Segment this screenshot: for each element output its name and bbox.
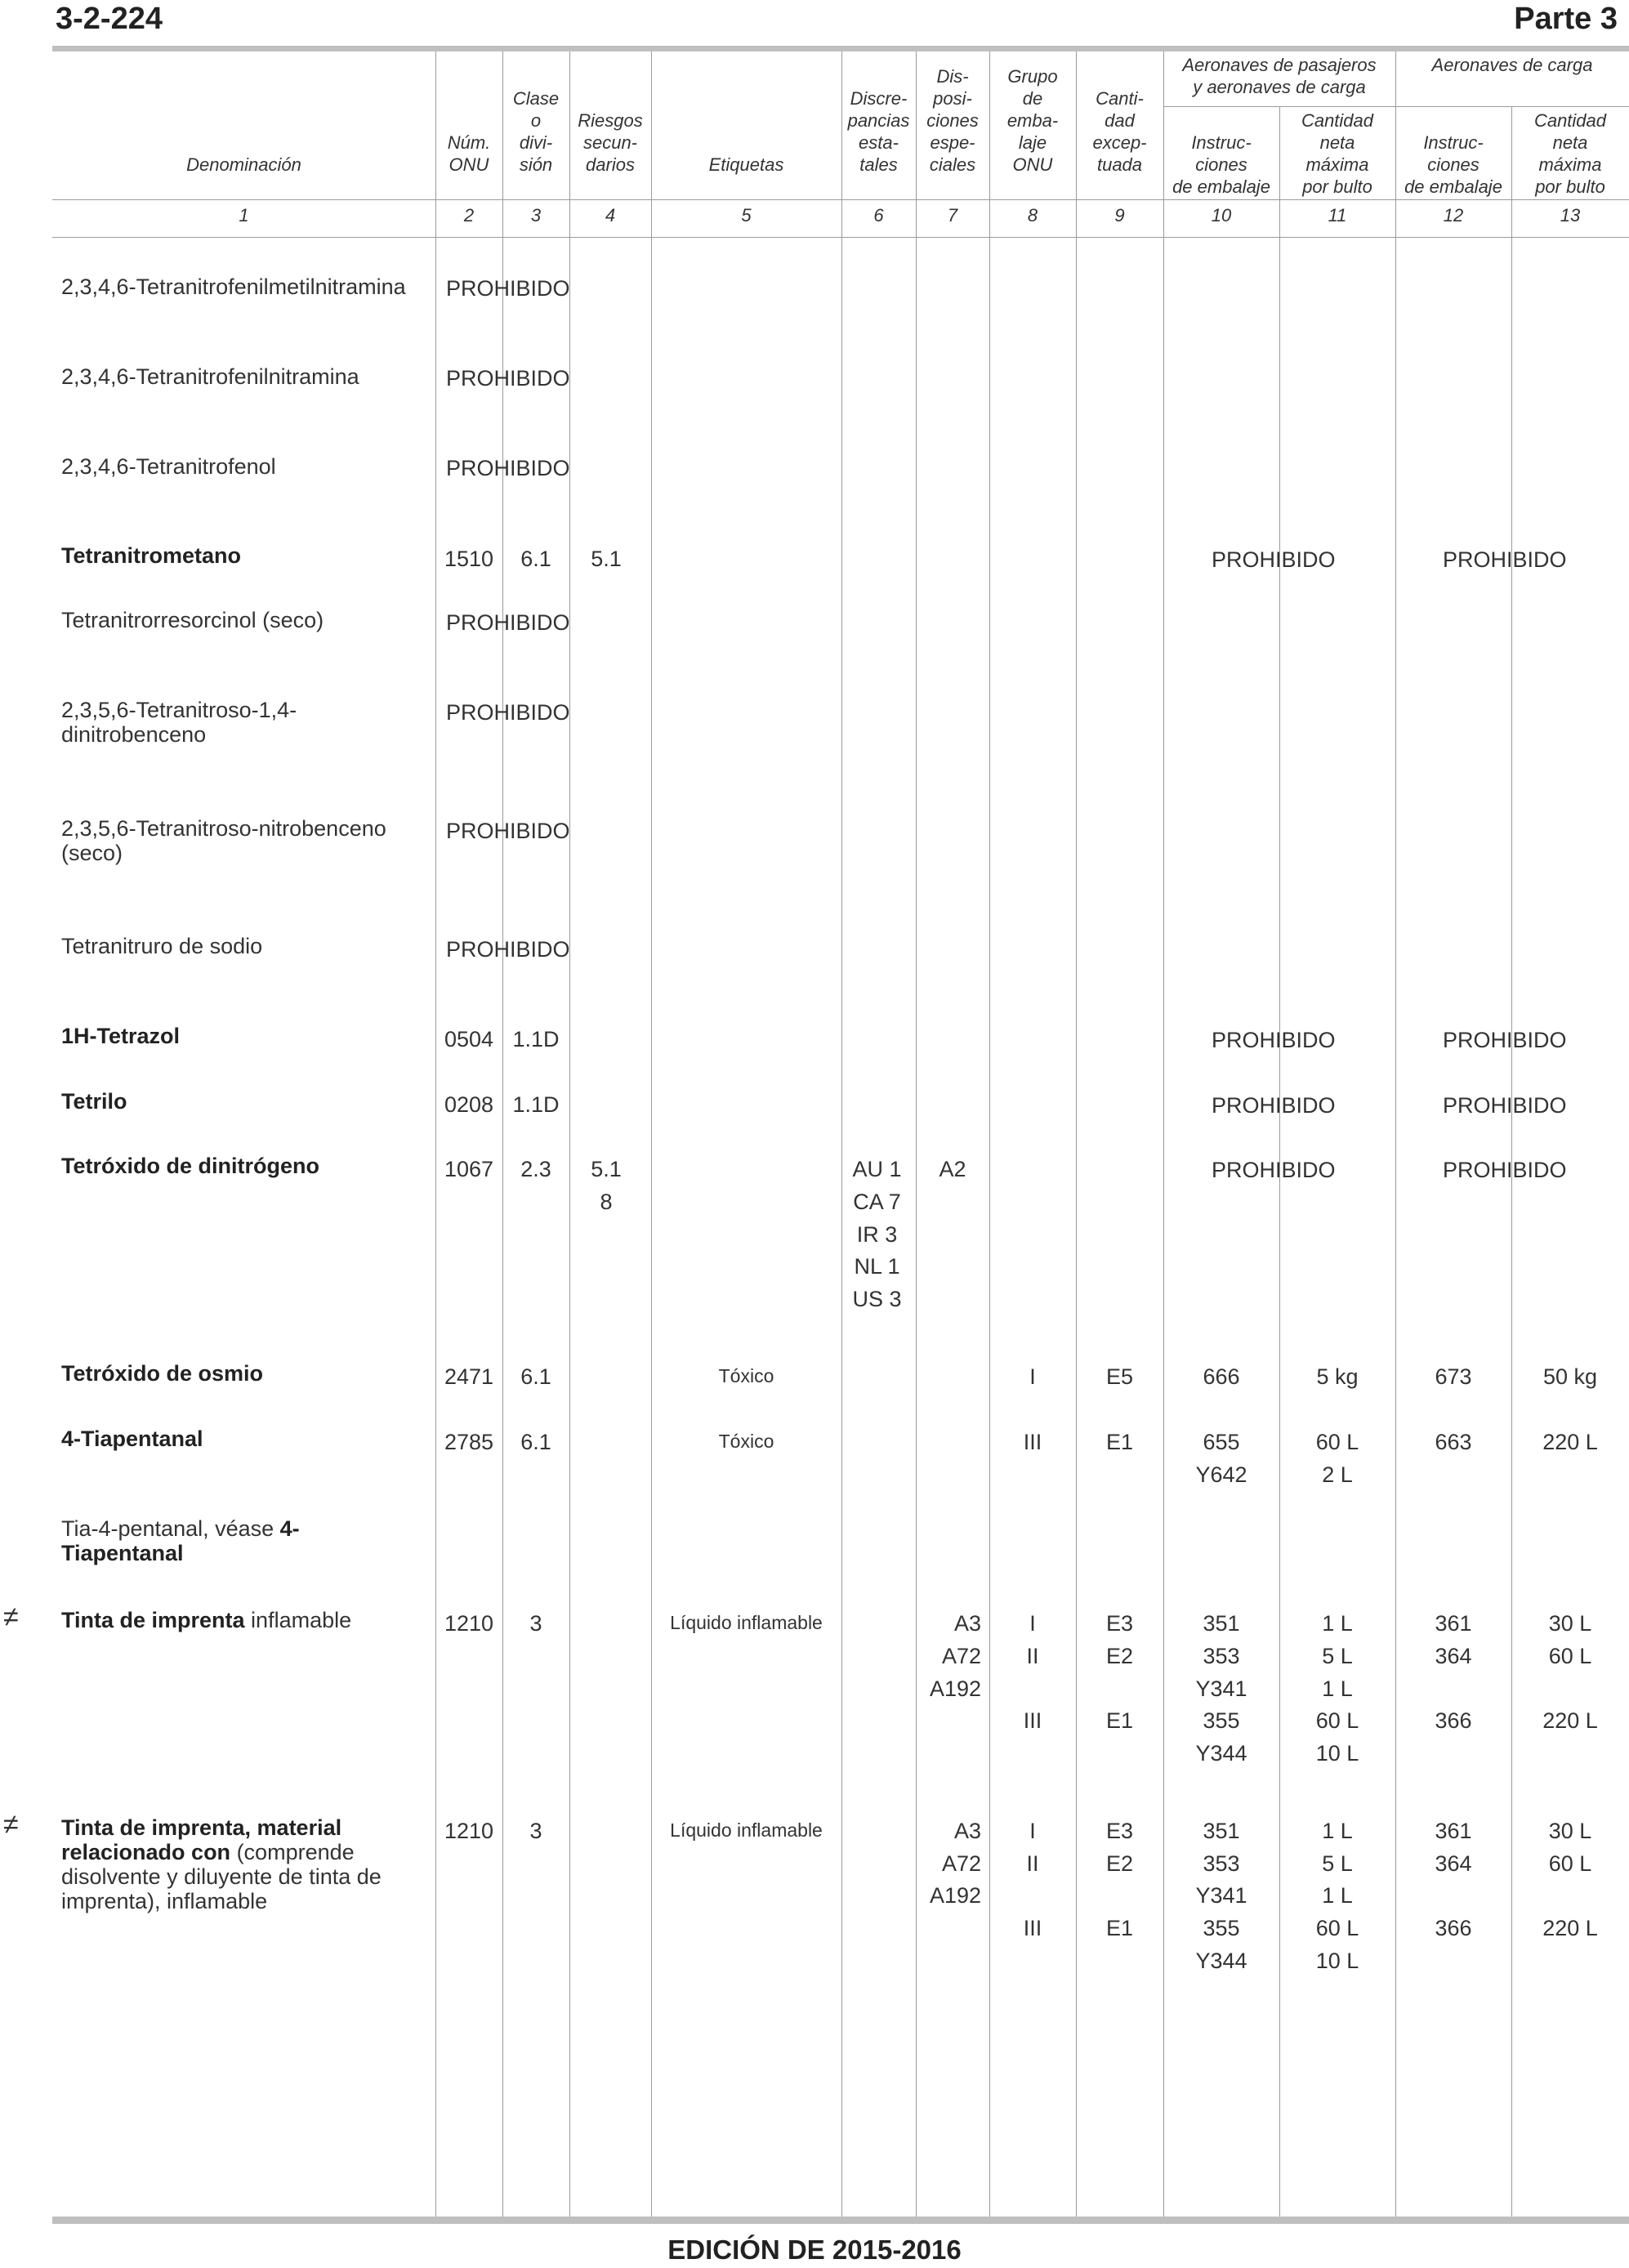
packing-group: II [1026,1644,1039,1668]
state-variation: NL 1 [854,1254,900,1279]
cargo-packing-instruction: 364 [1435,1644,1472,1668]
state-variation: CA 7 [853,1190,901,1214]
cargo-max-quantity: 60 L [1548,1644,1592,1668]
cargo-max-quantity: 220 L [1542,1708,1598,1733]
cargo-max-quantity: 30 L [1548,1611,1592,1636]
packing-group: I [1029,1611,1036,1636]
pax-max-quantity: 1 L [1322,1611,1353,1636]
pax-packing-instruction: 655 [1203,1430,1240,1454]
special-provision: A2 [939,1157,966,1181]
page-number: 3-2-224 [56,2,163,36]
row-name: 2,3,4,6-Tetranitrofenilmetilnitramina [61,275,406,299]
excepted-quantity: E1 [1105,1708,1134,1733]
packing-group: I [1029,1819,1036,1843]
pax-max-quantity: 2 L [1322,1462,1353,1487]
row-name: Tetranitrometano [61,543,242,568]
cross-reference-target: Tiapentanal [61,1541,184,1565]
pax-packing-instruction: Y642 [1195,1462,1247,1487]
prohibited-label: PROHIBIDO [446,276,570,301]
prohibited-label: PROHIBIDO [446,456,570,480]
prohibited-label: PROHIBIDO [446,937,570,962]
excepted-quantity: E2 [1105,1851,1134,1876]
class: 6.1 [520,1430,551,1454]
packing-group: III [1023,1430,1042,1454]
row-name: Tetróxido de osmio [61,1361,264,1386]
prohibited-label: PROHIBIDO [446,700,570,725]
class: 3 [529,1819,542,1843]
cargo-prohibited: PROHIBIDO [1443,1093,1567,1118]
un-number: 1210 [444,1611,494,1636]
pax-packing-instruction: Y344 [1195,1949,1247,1973]
row-name: 4-Tiapentanal [61,1426,203,1451]
row-name-line-2: dinitrobenceno [61,722,207,747]
un-number: 1210 [444,1819,494,1843]
header-pax-packing-instructions: Instruc- ciones de embalaje [1172,132,1270,197]
part-title: Parte 3 [1514,2,1618,36]
packing-group: III [1023,1708,1042,1733]
excepted-quantity: E3 [1105,1819,1134,1843]
cargo-max-quantity: 220 L [1542,1430,1598,1454]
un-number: 1067 [444,1157,494,1181]
class: 1.1D [512,1027,560,1051]
cargo-packing-instruction: 673 [1435,1364,1472,1389]
state-variation: IR 3 [856,1222,898,1247]
pax-max-quantity: 10 L [1315,1741,1359,1766]
header-packing-group: Grupo de emba- laje ONU [1006,66,1059,175]
subsidiary-risk: 8 [600,1190,613,1214]
header-cargo-max-quantity: Cantidad neta máxima por bulto [1533,110,1607,197]
row-name-line-1: Tinta de imprenta, material [61,1815,342,1840]
excepted-quantity: E1 [1105,1916,1134,1940]
cargo-max-quantity: 50 kg [1542,1364,1598,1389]
row-name: Tetróxido de dinitrógeno [61,1154,319,1178]
cargo-packing-instruction: 364 [1435,1851,1472,1876]
header-un-number: Núm. ONU [447,132,491,175]
pax-packing-instruction: 666 [1203,1364,1240,1389]
row-name: 1H-Tetrazol [61,1024,181,1048]
pax-max-quantity: 60 L [1315,1708,1359,1733]
pax-packing-instruction: 351 [1203,1819,1240,1843]
cargo-packing-instruction: 366 [1435,1916,1472,1940]
bottom-rule [52,2217,1629,2224]
hazard-label: Tóxico [718,1431,774,1452]
special-provision: A192 [929,1883,981,1908]
cargo-packing-instruction: 663 [1435,1430,1472,1454]
top-rule [52,46,1629,51]
row-name-line-2: relacionado con (comprende [61,1840,355,1864]
hazard-label: Líquido inflamable [670,1819,823,1841]
special-provision: A72 [941,1851,981,1876]
header-group-cargo: Aeronaves de carga [1431,55,1593,75]
class: 3 [529,1611,542,1636]
pax-max-quantity: 1 L [1322,1676,1353,1701]
cargo-packing-instruction: 366 [1435,1708,1472,1733]
special-provision: A192 [929,1676,981,1701]
pax-packing-instruction: 353 [1203,1851,1240,1876]
pax-max-quantity: 1 L [1322,1883,1353,1908]
class: 2.3 [520,1157,551,1181]
pax-prohibited: PROHIBIDO [1212,1028,1336,1052]
pax-packing-instruction: Y341 [1195,1883,1247,1908]
prohibited-label: PROHIBIDO [446,366,570,391]
cargo-prohibited: PROHIBIDO [1443,1158,1567,1182]
row-name: Tinta de imprenta inflamable [61,1608,352,1632]
pax-max-quantity: 60 L [1315,1916,1359,1940]
subsidiary-risk: 5.1 [591,547,622,571]
pax-packing-instruction: Y341 [1195,1676,1247,1701]
edition-footer: EDICIÓN DE 2015-2016 [667,2235,962,2265]
row-name: Tetranitruro de sodio [61,934,263,958]
cargo-packing-instruction: 361 [1435,1819,1472,1843]
un-number: 0504 [444,1027,494,1051]
row-name: Tetrilo [61,1089,127,1114]
pax-max-quantity: 5 L [1322,1644,1353,1668]
header-state-variations: Discre- pancias esta- tales [847,88,910,175]
class: 6.1 [520,1364,551,1389]
hazard-label: Líquido inflamable [670,1612,823,1633]
change-mark: ≠ [3,1809,19,1840]
pax-packing-instruction: 353 [1203,1644,1240,1668]
pax-packing-instruction: Y344 [1195,1741,1247,1766]
subsidiary-risk: 5.1 [591,1157,622,1181]
un-number: 2471 [444,1364,494,1389]
packing-group: III [1023,1916,1042,1940]
header-denominacion: Denominación [186,154,301,175]
cross-reference: Tia-4-pentanal, véase 4- [61,1516,300,1541]
packing-group: I [1029,1364,1036,1389]
pax-max-quantity: 60 L [1315,1430,1359,1454]
header-subsidiary-risks: Riesgos secun- darios [578,110,643,175]
cargo-prohibited: PROHIBIDO [1443,1028,1567,1052]
excepted-quantity: E5 [1105,1364,1134,1389]
state-variation: AU 1 [852,1157,902,1181]
row-name-line-1: 2,3,5,6-Tetranitroso-nitrobenceno [61,816,386,841]
special-provision: A3 [953,1611,981,1636]
class: 1.1D [512,1092,560,1117]
row-name-line-1: 2,3,5,6-Tetranitroso-1,4- [61,698,297,722]
packing-group: II [1026,1851,1039,1876]
pax-max-quantity: 1 L [1322,1819,1353,1843]
special-provision: A3 [953,1819,981,1843]
row-name: 2,3,4,6-Tetranitrofenol [61,454,276,479]
special-provision: A72 [941,1644,981,1668]
header-pax-max-quantity: Cantidad neta máxima por bulto [1301,110,1374,197]
cargo-max-quantity: 30 L [1548,1819,1592,1843]
row-name: 2,3,4,6-Tetranitrofenilnitramina [61,364,359,389]
pax-prohibited: PROHIBIDO [1212,1158,1336,1182]
pax-packing-instruction: 355 [1203,1708,1240,1733]
pax-max-quantity: 5 kg [1316,1364,1359,1389]
un-number: 1510 [444,547,494,571]
cargo-packing-instruction: 361 [1435,1611,1472,1636]
change-mark: ≠ [3,1601,19,1632]
class: 6.1 [520,547,551,571]
row-name-line-4: imprenta), inflamable [61,1889,268,1913]
prohibited-label: PROHIBIDO [446,819,570,843]
row-name-line-3: disolvente y diluyente de tinta de [61,1864,382,1889]
pax-packing-instruction: 351 [1203,1611,1240,1636]
pax-max-quantity: 10 L [1315,1949,1359,1973]
prohibited-label: PROHIBIDO [446,610,570,635]
header-class: Clase o divi- sión [512,88,560,175]
pax-max-quantity: 5 L [1322,1851,1353,1876]
un-number: 0208 [444,1092,494,1117]
header-special-provisions: Dis- posi- ciones espe- ciales [926,66,979,175]
hazard-label: Tóxico [718,1365,774,1386]
cargo-prohibited: PROHIBIDO [1443,547,1567,572]
excepted-quantity: E3 [1105,1611,1134,1636]
pax-prohibited: PROHIBIDO [1212,547,1336,572]
state-variation: US 3 [852,1287,902,1311]
header-excepted-quantity: Canti- dad excep- tuada [1092,88,1147,175]
row-name-line-2: (seco) [61,841,123,865]
cargo-max-quantity: 60 L [1548,1851,1592,1876]
cargo-max-quantity: 220 L [1542,1916,1598,1940]
pax-prohibited: PROHIBIDO [1212,1093,1336,1118]
excepted-quantity: E1 [1105,1430,1134,1454]
header-cargo-packing-instructions: Instruc- ciones de embalaje [1404,132,1502,197]
un-number: 2785 [444,1430,494,1454]
header-group-passenger: Aeronaves de pasajeros y aeronaves de carga [1182,55,1377,97]
row-name: Tetranitrorresorcinol (seco) [61,608,324,632]
pax-packing-instruction: 355 [1203,1916,1240,1940]
header-labels: Etiquetas [708,154,784,175]
excepted-quantity: E2 [1105,1644,1134,1668]
